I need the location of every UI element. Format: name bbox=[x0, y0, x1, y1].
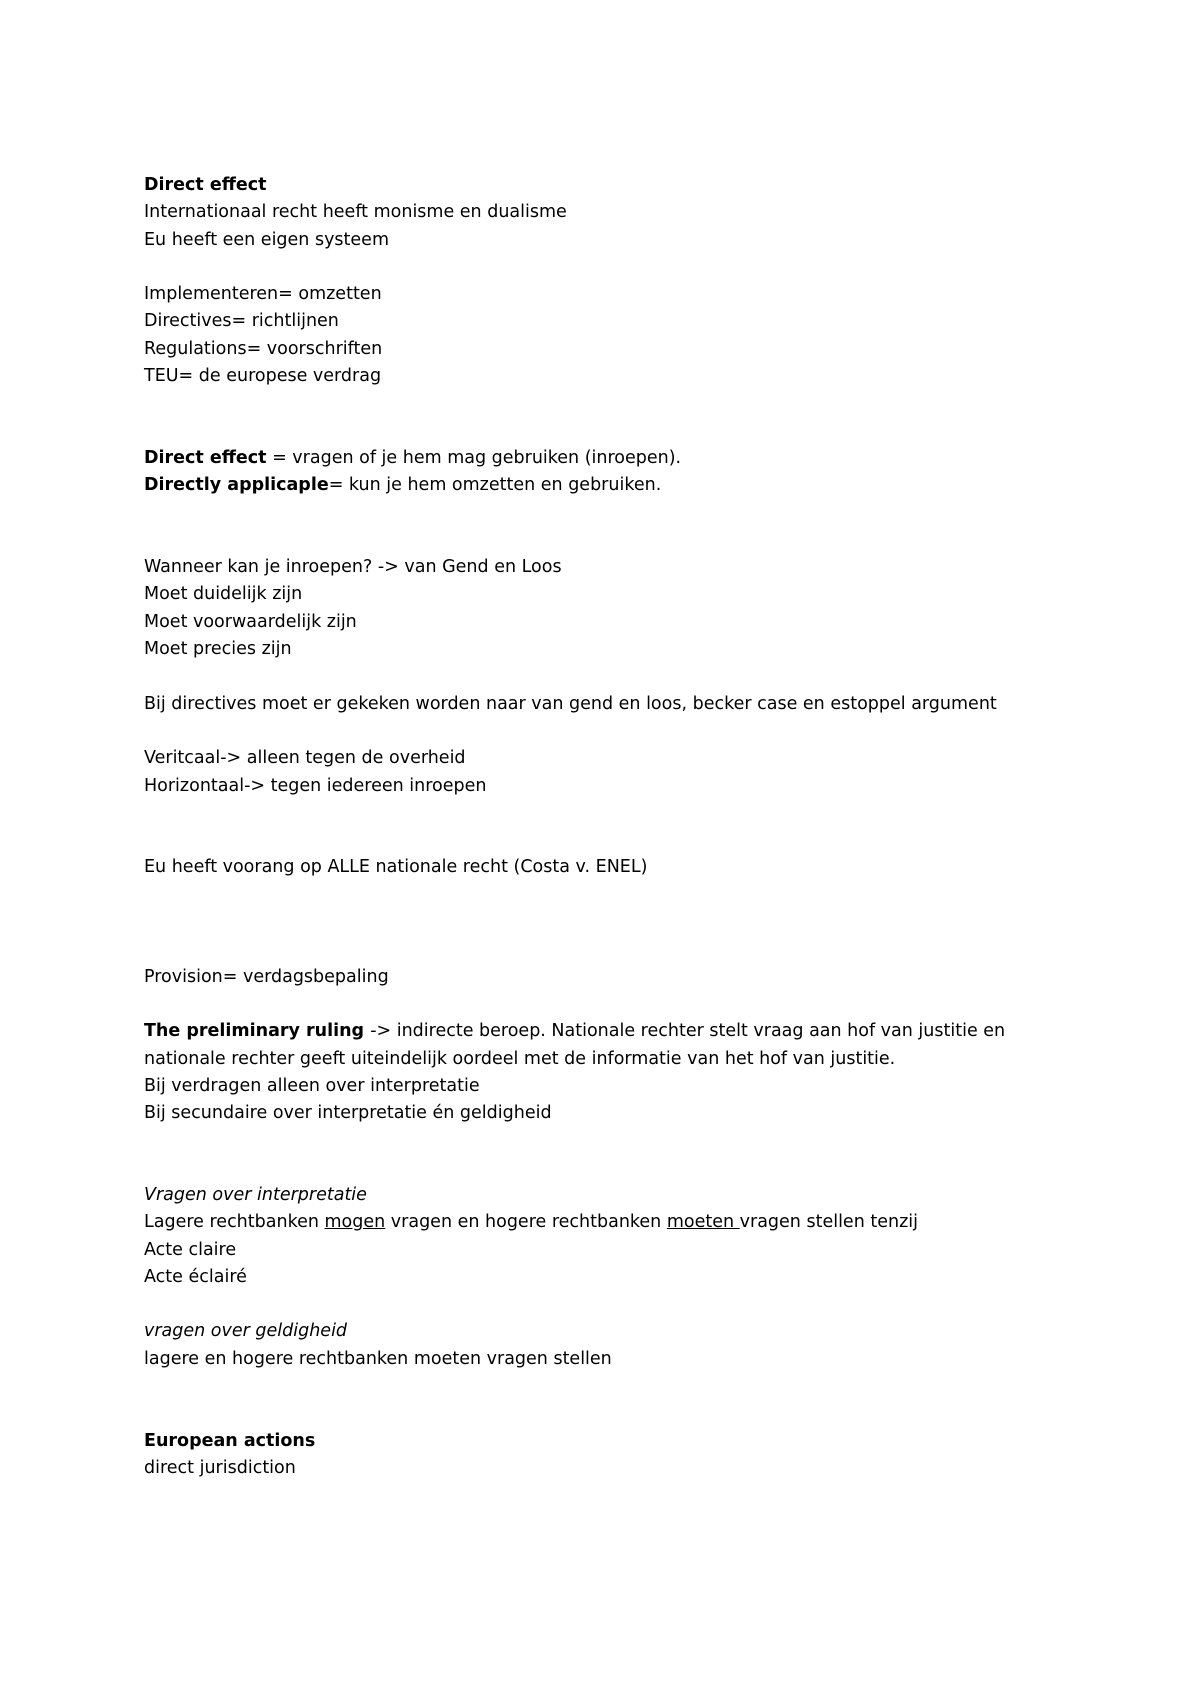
text-line: TEU= de europese verdrag bbox=[144, 366, 382, 387]
underlined-moeten: moeten bbox=[666, 1212, 740, 1233]
underlined-mogen: mogen bbox=[324, 1212, 386, 1233]
term-bold: Direct effect bbox=[144, 447, 267, 468]
text-line: Provision= verdagsbepaling bbox=[144, 966, 389, 987]
text-line: Acte éclairé bbox=[144, 1266, 247, 1287]
term-definition: -> indirecte beroep. Nationale rechter stelt vraag aan hof van justitie en bbox=[370, 1021, 1006, 1042]
text-line: Moet precies zijn bbox=[144, 639, 292, 660]
text-span: vragen en hogere rechtbanken bbox=[385, 1212, 667, 1233]
text-line: Veritcaal-> alleen tegen de overheid bbox=[144, 748, 466, 769]
document-page bbox=[144, 172, 1084, 1482]
term-definition: = vragen of je hem mag gebruiken (inroepen). bbox=[266, 447, 682, 468]
term-bold: The preliminary ruling bbox=[144, 1021, 371, 1042]
heading-interpretatie: Vragen over interpretatie bbox=[144, 1184, 367, 1205]
text-line: Internationaal recht heeft monisme en dualisme bbox=[144, 202, 567, 223]
text-line: Moet voorwaardelijk zijn bbox=[144, 611, 357, 632]
heading-direct-effect: Direct effect bbox=[144, 175, 267, 195]
text-line: Moet duidelijk zijn bbox=[144, 584, 303, 605]
text-line: Implementeren= omzetten bbox=[144, 284, 382, 305]
text-line: Regulations= voorschriften bbox=[144, 338, 383, 359]
text-line: Eu heeft een eigen systeem bbox=[144, 229, 389, 250]
text-line: Bij secundaire over interpretatie én geldigheid bbox=[144, 1103, 552, 1124]
text-line: nationale rechter geeft uiteindelijk oordeel met de informatie van het hof van justitie. bbox=[144, 1048, 896, 1069]
term-definition: = kun je hem omzetten en gebruiken. bbox=[328, 475, 662, 496]
text-line: Bij verdragen alleen over interpretatie bbox=[144, 1075, 480, 1096]
text-line: lagere en hogere rechtbanken moeten vragen stellen bbox=[144, 1348, 612, 1369]
text-line: direct jurisdiction bbox=[144, 1457, 296, 1478]
preliminary-ruling-line bbox=[144, 1018, 1084, 1045]
heading-european-actions: European actions bbox=[144, 1430, 316, 1451]
text-span: vragen stellen tenzij bbox=[739, 1212, 918, 1233]
definition-directly-applicable bbox=[144, 472, 1084, 499]
term-bold: Directly applicaple bbox=[144, 475, 329, 496]
text-span: Lagere rechtbanken bbox=[144, 1212, 325, 1233]
heading-geldigheid: vragen over geldigheid bbox=[144, 1321, 348, 1342]
text-line: Eu heeft voorang op ALLE nationale recht (Costa v. ENEL) bbox=[144, 857, 648, 878]
text-line: Directives= richtlijnen bbox=[144, 311, 339, 332]
text-line: Acte claire bbox=[144, 1239, 237, 1260]
text-line: Bij directives moet er gekeken worden naar van gend en loos, becker case en estoppel argument bbox=[144, 693, 997, 714]
rechtbanken-line bbox=[144, 1209, 1084, 1236]
text-line: Horizontaal-> tegen iedereen inroepen bbox=[144, 775, 487, 796]
text-line: Wanneer kan je inroepen? -> van Gend en Loos bbox=[144, 557, 562, 578]
definition-direct-effect bbox=[144, 445, 1084, 472]
